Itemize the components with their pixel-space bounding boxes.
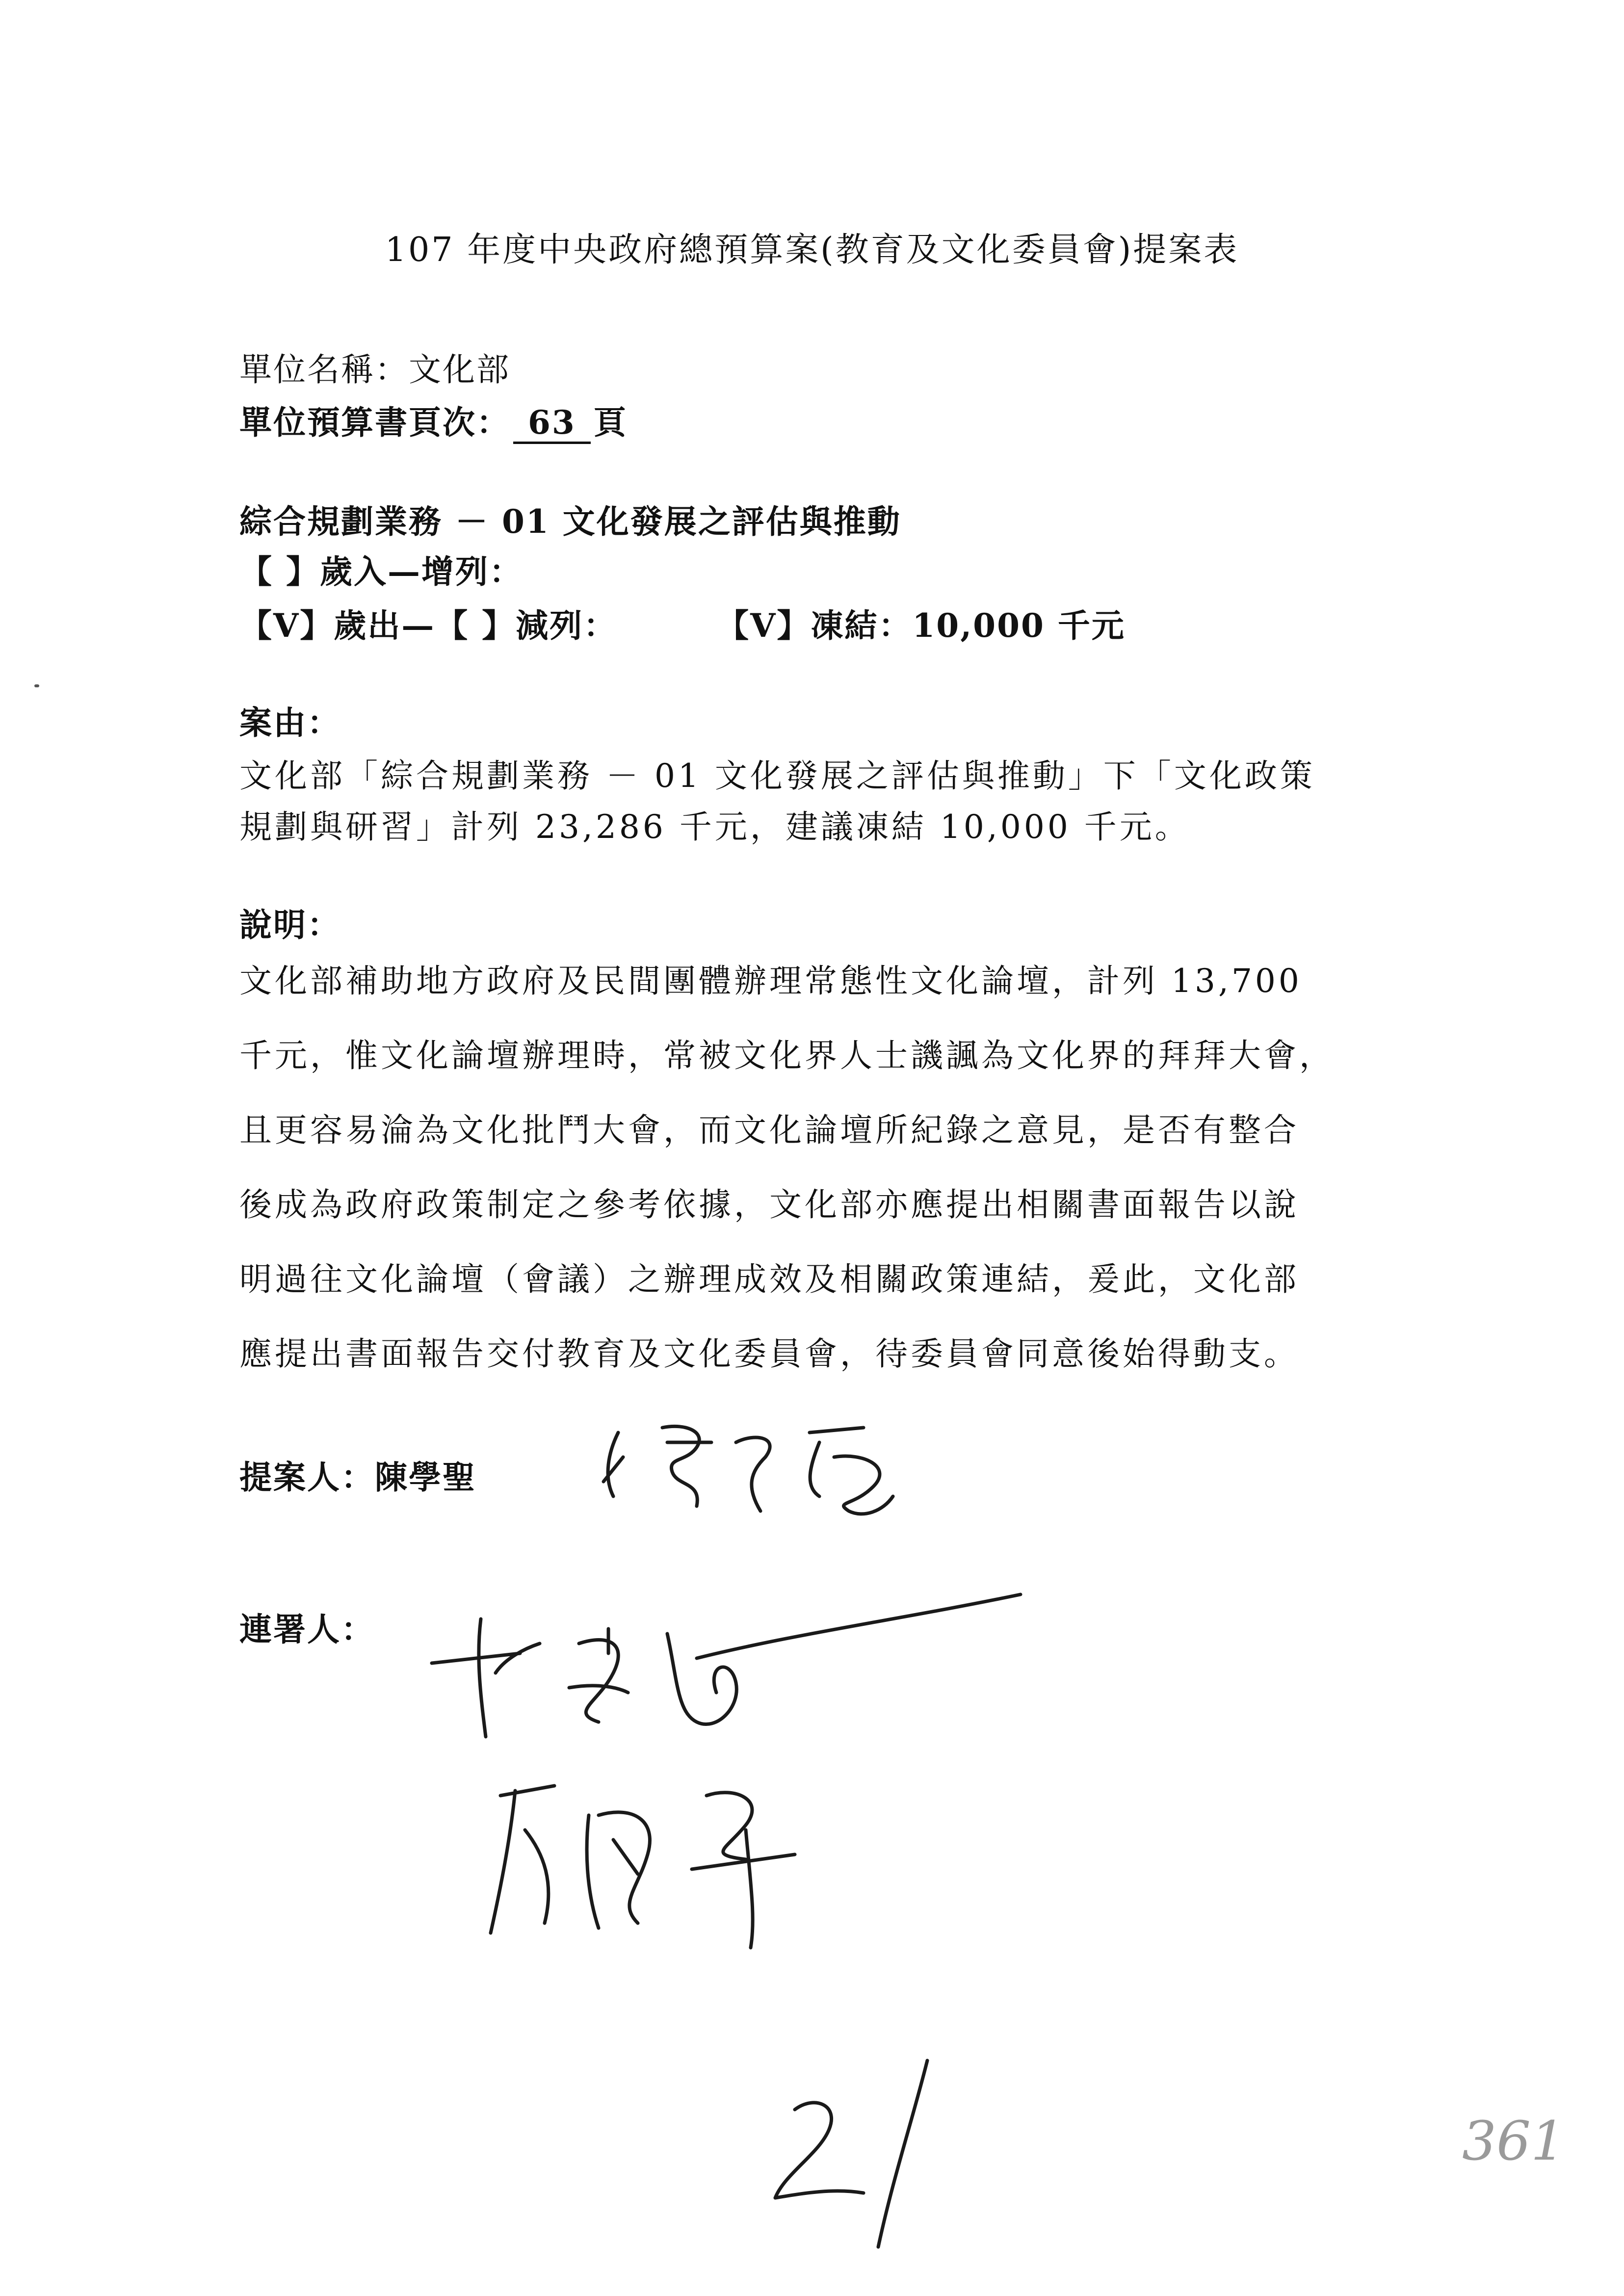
explanation-label: 說明： bbox=[239, 906, 341, 944]
freeze-label: 【V】凍結：10,000 千元 bbox=[716, 606, 1126, 645]
cosigner-signature-3 bbox=[765, 2051, 962, 2259]
explanation-line-6: 應提出書面報告交付教育及文化委員會，待委員會同意後始得動支。 bbox=[239, 1335, 1299, 1373]
expense-line bbox=[239, 600, 1126, 646]
unit-page-number: 63 bbox=[513, 403, 591, 444]
scan-speck bbox=[34, 684, 39, 687]
proposer-label: 提案人：陳學聖 bbox=[239, 1458, 476, 1496]
explanation-line-4: 後成為政府政策制定之參考依據，文化部亦應提出相關書面報告以說 bbox=[239, 1186, 1299, 1224]
revenue-line: 【 】歲入—增列： bbox=[239, 552, 523, 591]
program-heading: 綜合規劃業務 － 01 文化發展之評估與推動 bbox=[239, 502, 901, 541]
unit-page-line bbox=[239, 396, 628, 444]
explanation-line-1: 文化部補助地方政府及民間團體辦理常態性文化論壇，計列 13,700 bbox=[239, 962, 1302, 1000]
cosigners-label: 連署人： bbox=[239, 1610, 375, 1648]
cosigner-signature-2 bbox=[471, 1776, 873, 1955]
reason-line-2: 規劃與研習」計列 23,286 千元，建議凍結 10,000 千元。 bbox=[239, 808, 1190, 846]
explanation-line-3: 且更容易淪為文化批鬥大會，而文化論壇所紀錄之意見，是否有整合 bbox=[239, 1111, 1299, 1149]
reason-line-1: 文化部「綜合規劃業務 － 01 文化發展之評估與推動」下「文化政策 bbox=[239, 757, 1315, 795]
document-title: 107 年度中央政府總預算案(教育及文化委員會)提案表 bbox=[385, 231, 1239, 269]
reason-label: 案由： bbox=[239, 704, 341, 742]
page-number-mark: 361 bbox=[1462, 2110, 1565, 2172]
unit-name-line: 單位名稱：文化部 bbox=[239, 351, 510, 389]
expense-prefix: 【V】歲出—【 】減列： bbox=[239, 606, 618, 645]
cosigner-signature-1 bbox=[422, 1590, 1030, 1748]
unit-page-prefix: 單位預算書頁次： bbox=[239, 403, 510, 442]
explanation-line-5: 明過往文化論壇（會議）之辦理成效及相關政策連結，爰此，文化部 bbox=[239, 1260, 1299, 1298]
explanation-line-2: 千元，惟文化論壇辦理時，常被文化界人士譏諷為文化界的拜拜大會， bbox=[239, 1037, 1335, 1074]
proposer-signature bbox=[589, 1413, 932, 1523]
unit-page-suffix: 頁 bbox=[593, 403, 628, 442]
